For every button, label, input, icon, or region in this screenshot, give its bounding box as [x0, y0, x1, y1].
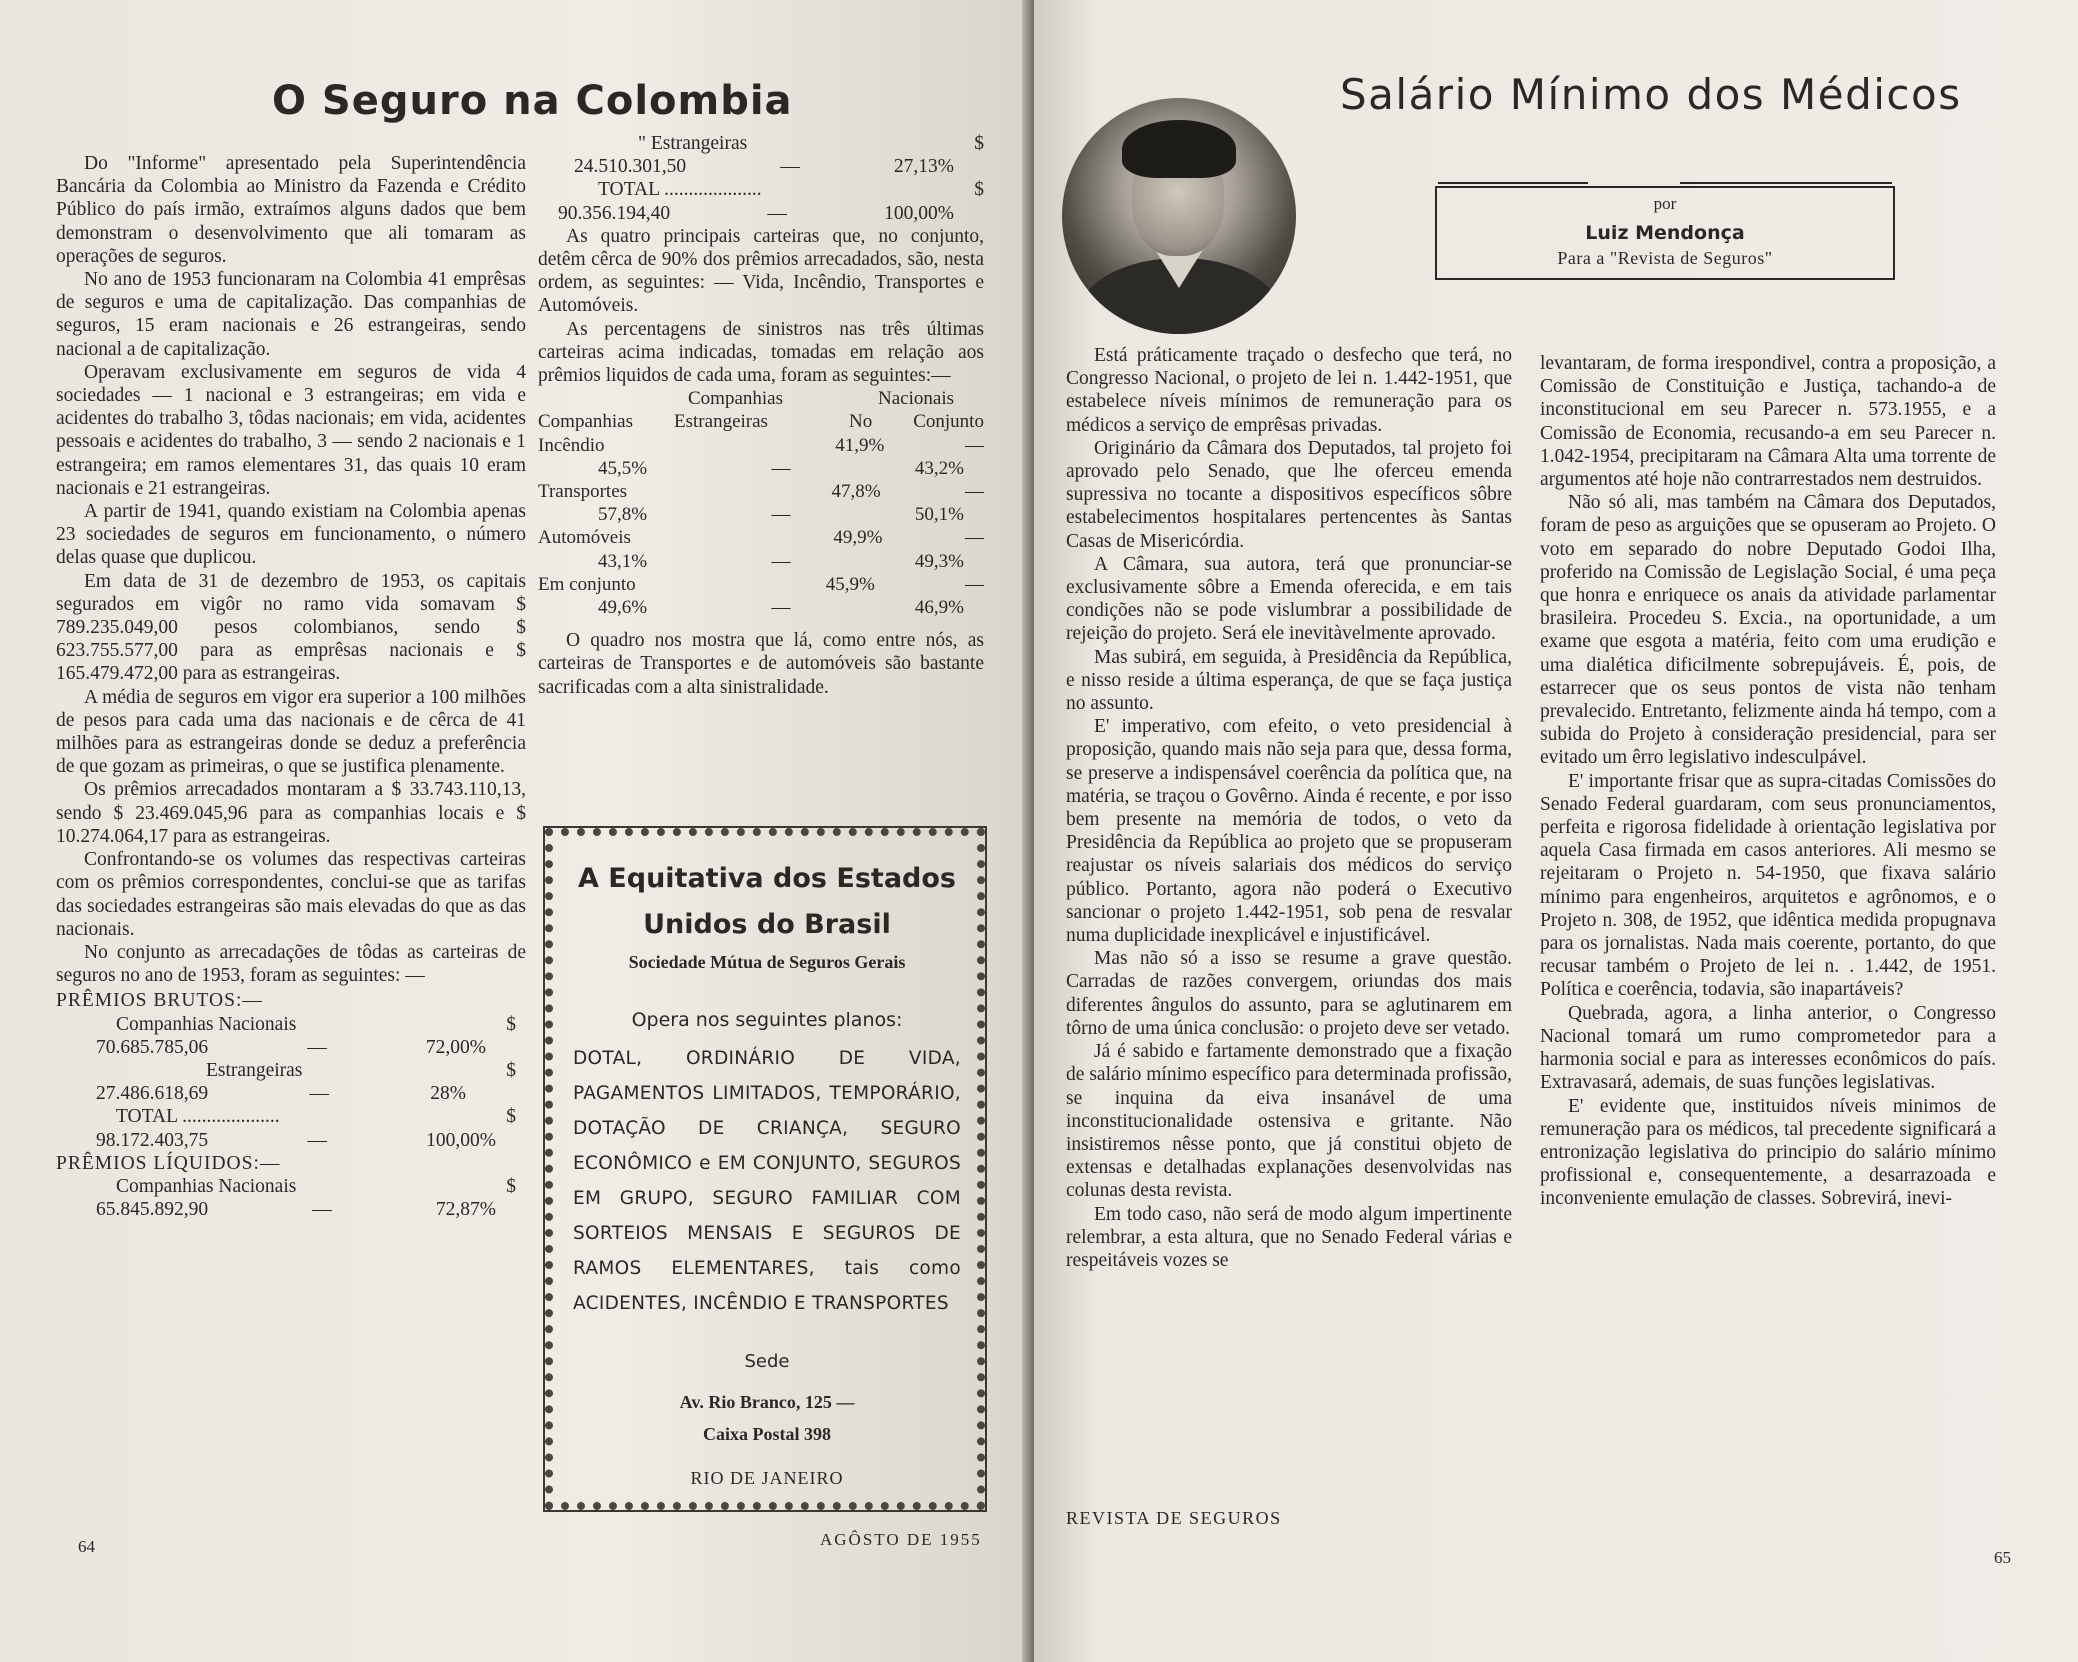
ad-lead: Opera nos seguintes planos:	[631, 1009, 903, 1031]
sinistros-table: Companhias Nacionais Companhias Estrangeiras No Conjunto Incêndio 41,9% — 45,5% — 43,2% Transportes 47,8% — 57,8% — 50,1% Automóveis 49,9% — 43,1% — 49,3% Em conjunto 45,9% — 49,6% — 46,9%	[538, 388, 984, 619]
table-row: Transportes 47,8% —	[538, 481, 984, 503]
byline-por: por	[1653, 194, 1677, 213]
paragraph: A Câmara, sua autora, terá que pronunciar-se exclusivamente sôbre a Emenda oferecida, e em tais condições não se pode vislumbrar a possibilidade de rejeição do projeto. Será ele inevitàvelmente aprovado.	[1066, 553, 1512, 645]
byline-box	[1435, 186, 1895, 280]
article-title-right: Salário Mínimo dos Médicos	[1340, 70, 1962, 119]
ad-title: Unidos do Brasil	[643, 909, 891, 940]
ad-plans-list: DOTAL, ORDINÁRIO DE VIDA, PAGAMENTOS LIMITADOS, TEMPORÁRIO, DOTAÇÃO DE CRIANÇA, SEGURO ECONÔMICO e EM CONJUNTO, SEGUROS EM GRUPO, SEGURO FAMILIAR COM SORTEIOS MENSAIS E SEGUROS DE RAMOS ELEMENTARES, tais como ACIDENTES, INCÊNDIO E TRANSPORTES	[573, 1048, 961, 1314]
right-column-1	[1066, 344, 1512, 1272]
magazine-name-footer: REVISTA DE SEGUROS	[1066, 1508, 1282, 1528]
paragraph: O quadro nos mostra que lá, como entre nós, as carteiras de Transportes e de automóveis são bastante sacrificadas com a alta sinistralidade.	[538, 630, 984, 698]
table-row: 98.172.403,75 — 100,00%	[96, 1129, 496, 1151]
left-column-1	[56, 152, 526, 1221]
table-row: Incêndio 41,9% —	[538, 434, 984, 456]
row-label: Companhias Nacionais	[116, 1175, 297, 1197]
paragraph: E' evidente que, instituidos níveis minimos de remuneração para os médicos, tal precedente significará a entronização legislativa do principio do salário mínimo profissional e, consequentemente, a desarrazoada e inconveniente emulação de classes. Sobrevirá, inevi-	[1540, 1095, 1996, 1210]
paragraph: Em todo caso, não será de modo algum impertinente relembrar, a esta altura, que no Senado Federal várias e respeitáveis vozes se	[1066, 1203, 1512, 1271]
premios-brutos-table: PRÊMIOS BRUTOS:— Companhias Nacionais $ 70.685.785,06 — 72,00% Estrangeiras $ 27.486.618,69 — 28% TOTAL .................... $ 98.172.403,75 — 100,00%	[56, 989, 526, 1151]
paragraph: Está práticamente traçado o desfecho que terá, no Congresso Nacional, o projeto de lei n. 1.442-1951, que estabelece níveis mínimos de remuneração para os médicos a serviço de emprêsas privadas.	[1066, 345, 1512, 436]
paragraph: No ano de 1953 funcionaram na Colombia 41 emprêsas de seguros e uma de capitalização. Das companhias de seguros, 15 eram nacionais e 26 estrangeiras, sendo nacional a de capitalização.	[56, 269, 526, 360]
paragraph: A partir de 1941, quando existiam na Colombia apenas 23 sociedades de seguros em funcionamento, o número delas quase que duplicou.	[56, 501, 526, 569]
author-portrait	[1062, 98, 1296, 334]
paragraph: Não só ali, mas também na Câmara dos Deputados, foram de peso as arguições que se opuseram ao Projeto. O voto em separado do nobre Deputado Godoi Ilha, proferido na Comissão de Legislação Social, é uma peça que honra e enriquece os anais da atividade parlamentar brasileira. Procedeu S. Excia., na oportunidade, a um exame que esgota a matéria, feito com uma erudição e uma dialética dificilmente sobrepujáveis. É, pois, de estarrecer que os seus pontos de vista não tenham prevalecido. Entretanto, felizmente ainda há tempo, com a subida do Projeto à consideração presidencial, para ser evitado um êrro legislativo indesculpável.	[1540, 492, 1996, 769]
ad-subtitle: Sociedade Mútua de Seguros Gerais	[628, 952, 906, 972]
ad-sede: Sede	[744, 1351, 790, 1372]
table-row: 70.685.785,06 — 72,00%	[96, 1036, 486, 1058]
paragraph: Originário da Câmara dos Deputados, tal projeto foi aprovado pelo Senado, que lhe oferceu emenda supressiva no tocante a dispositivos específicos sôbre estabelecimentos hospitalares pertencentes às Santas Casas de Misericórdia.	[1066, 437, 1512, 552]
paragraph: No conjunto as arrecadações de tôdas as carteiras de seguros no ano de 1953, foram as seguintes: —	[56, 941, 526, 987]
table-row: Automóveis 49,9% —	[538, 527, 984, 549]
divider	[1438, 182, 1588, 184]
paragraph: Já é sabido e fartamente demonstrado que a fixação de salário mínimo específico para determinada profissão, se inquina da eiva insanável de uma inconstitucionalidade ostensiva e gritante. Não insistiremos nêsse ponto, que já constitui objeto de extensas e detalhadas explanações desenvolvidas nas colunas desta revista.	[1066, 1041, 1512, 1202]
ad-title: A Equitativa dos Estados	[578, 863, 956, 894]
row-label: Estrangeiras	[206, 1059, 303, 1081]
left-column-2: " Estrangeiras $ 24.510.301,50 — 27,13% TOTAL .................... $ 90.356.194,40 — 100,00% As quatro principais carteiras que, no conjunto, detêm cêrca de 90% dos prêmios arrecadados, são, nesta ordem, as seguintes: — Vida, Incêndio, Transportes e Automóveis. As percentagens de sinistros nas três últimas carteiras acima indicadas, tomadas em relação aos prêmios liquidos de cada uma, foram as seguintes:— Companhias Nacionais Companhias Estrangeiras No Conjunto Incêndio 41,9% — 45,5% — 43,2% Transportes 47,8% — 57,8% — 50,1% Automóveis 49,9% — 43,1% — 49,3% Em conjunto 45,9% — 49,6% — 46,9% O quadro nos mostra que lá, como entre nós, as carteiras de Transportes e de automóveis são bastante sacrificadas com a alta sinistralidade.	[538, 133, 984, 698]
paragraph: As percentagens de sinistros nas três últimas carteiras acima indicadas, tomadas em relação aos prêmios liquidos de cada uma, foram as seguintes:—	[538, 318, 984, 387]
row-label: TOTAL ....................	[598, 179, 762, 201]
row-label: " Estrangeiras	[638, 133, 748, 154]
paragraph: Do "Informe" apresentado pela Superintendência Bancária da Colombia ao Ministro da Fazenda e Crédito Público do país irmão, extraímos alguns dados que bem demonstram o desenvolvimento que ali tomaram as operações de seguros.	[56, 153, 526, 267]
table-row: 90.356.194,40 — 100,00%	[558, 202, 954, 224]
table-row: Em conjunto 45,9% —	[538, 573, 984, 595]
table-heading: PRÊMIOS LÍQUIDOS:—	[56, 1152, 281, 1174]
paragraph: Em data de 31 de dezembro de 1953, os capitais segurados em vigôr no ramo vida somavam $ 789.235.049,00 pesos colombianos, sendo $ 623.755.577,00 para as emprêsas nacionais e $ 165.479.472,00 para as estrangeiras.	[56, 570, 526, 685]
paragraph: levantaram, de forma irespondivel, contra a proposição, a Comissão de Constituição e Justiça, tachando-a de inconstitucional em seu Parecer n. 573.1955, e a Comissão de Economia, recusando-a em seu Parecer n. 1.042-1954, precipitaram na Câmara Alta uma torrente de argumentos até hoje não contrarrestados nem destruidos.	[1540, 353, 1996, 491]
ad-city: RIO DE JANEIRO	[690, 1468, 844, 1488]
table-row: 65.845.892,90 — 72,87%	[96, 1199, 496, 1221]
page-number-left: 64	[78, 1537, 95, 1556]
row-label: Companhias Nacionais	[116, 1013, 297, 1035]
author-name: Luiz Mendonça	[1585, 222, 1745, 244]
page-number-right: 65	[1994, 1548, 2011, 1567]
byline-for: Para a "Revista de Seguros"	[1557, 248, 1773, 268]
table-row: 27.486.618,69 — 28%	[96, 1083, 466, 1105]
paragraph: As quatro principais carteiras que, no conjunto, detêm cêrca de 90% dos prêmios arrecadados, são, nesta ordem, as seguintes: — Vida, Incêndio, Transportes e Automóveis.	[538, 225, 984, 317]
table-row: 24.510.301,50 — 27,13%	[574, 156, 954, 178]
divider	[1680, 182, 1892, 184]
paragraph: E' imperativo, com efeito, o veto presidencial à proposição, quando mais não seja para que, dessa forma, se preserve a indispensável coerência da política que, na matéria, se traçou o Govêrno. Ainda é recente, e por isso bem presente na memória de todos, o veto da Presidência da República ao projeto que se propuseram reajustar os níveis salariais dos médicos do serviço público. Portanto, agora não poderá o Executivo sancionar o projeto 1.442-1951, sob pena de resvalar numa duplicidade inexplicável e injustificável.	[1066, 716, 1512, 947]
advertisement	[543, 826, 987, 1512]
paragraph: Mas não só a isso se resume a grave questão. Carradas de razões convergem, oriundas dos mais diferentes ângulos do assunto, para se aglutinarem em tôrno de uma única conclusão: o projeto deve ser vetado.	[1066, 948, 1512, 1039]
paragraph: Mas subirá, em seguida, à Presidência da República, e nisso reside a última esperança, de que se faça justiça no assunto.	[1066, 646, 1512, 715]
row-label: TOTAL ....................	[116, 1106, 280, 1128]
ad-address: Av. Rio Branco, 125 —	[679, 1392, 855, 1412]
paragraph: Operavam exclusivamente em seguros de vida 4 sociedades — 1 nacional e 3 estrangeiras; em vida e acidentes do trabalho 3, tôdas nacionais; em vida, acidentes pessoais e acidentes do trabalho, 3 — sendo 2 nacionais e 1 estrangeira; em ramos elementares 31, das quais 10 eram nacionais e 21 estrangeiras.	[56, 361, 526, 499]
paragraph: A média de seguros em vigor era superior a 100 milhões de pesos para cada uma das nacionais e de cêrca de 41 milhões para as estrangeiras donde se deduz a preferência de que gozam as primeiras, o que se justifica plenamente.	[56, 686, 526, 778]
article-title-left: O Seguro na Colombia	[272, 78, 793, 124]
issue-date: AGÔSTO DE 1955	[820, 1530, 982, 1549]
paragraph: E' importante frisar que as supra-citadas Comissões do Senado Federal guardaram, com seus pronunciamentos, perfeita e rigorosa fidelidade à orientação legislativa por aquela Casa firmada em casos anteriores. Ali mesmo se rejeitaram o Projeto n. 54-1950, que fixava salário mínimo para engenheiros, arquitetos e agrônomos, e o Projeto n. 308, de 1952, que idêntica medida propugnava para os jornalistas. Nada mais coerente, portanto, do que recusar também o Projeto de lei n. . 1.442, de 1951. Política e coerência, todavia, são inapartáveis?	[1540, 770, 1996, 1001]
right-column-2	[1540, 352, 1996, 1211]
table-heading: PRÊMIOS BRUTOS:—	[56, 990, 263, 1012]
ad-postal: Caixa Postal 398	[703, 1424, 831, 1444]
paragraph: Quebrada, agora, a linha anterior, o Congresso Nacional tomará um rumo comprometedor para a harmonia social e para as interesses econômicos do país. Extravasará, ademais, de suas funções legislativas.	[1540, 1002, 1996, 1094]
paragraph: Os prêmios arrecadados montaram a $ 33.743.110,13, sendo $ 23.469.045,96 para as companhias locais e $ 10.274.064,17 para as estrangeiras.	[56, 779, 526, 847]
premios-liquidos-table: PRÊMIOS LÍQUIDOS:— Companhias Nacionais $ 65.845.892,90 — 72,87%	[56, 1152, 526, 1222]
paragraph: Confrontando-se os volumes das respectivas carteiras com os prêmios correspondentes, conclui-se que as tarifas das sociedades estrangeiras são mais elevadas do que as das nacionais.	[56, 849, 526, 940]
left-page	[0, 0, 1034, 1662]
